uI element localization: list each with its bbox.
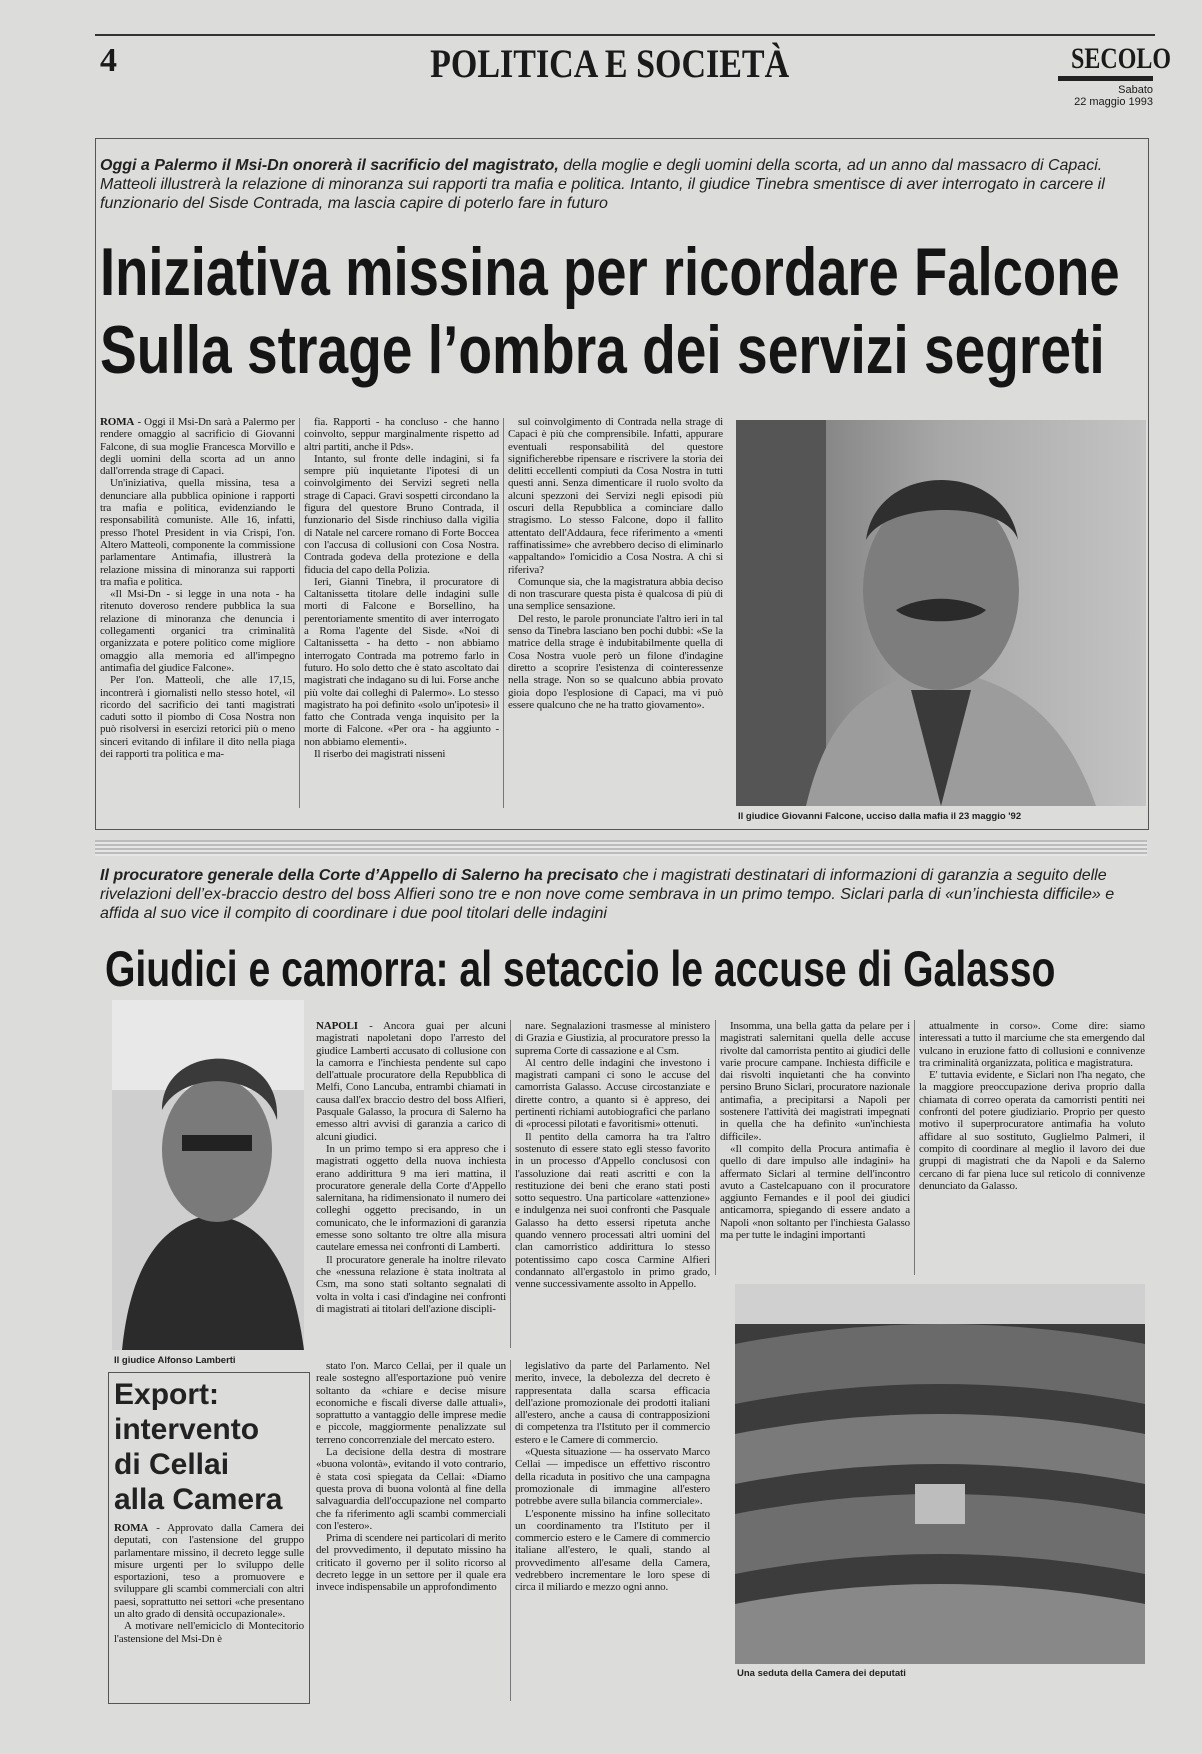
paragraph [508,613,723,711]
photo-lamberti [112,1000,304,1350]
paragraph [919,1020,1145,1069]
article-export-col-1 [114,1522,304,1700]
paragraph-text: In un primo tempo si era appreso che i magistrati oggetto della nuova inchiesta erano addirittura 9 ma ieri mattina, il procuratore generale della Corte d'Appello salernitana, ha ridimensionato il numero dei colleghi oggetto precisando, in un comunicato, che le informazioni di garanzia emesse sono soltanto tre oltre alla misura cautelare emessa nei confronti di Lamberti. [316,1142,506,1254]
paragraph [304,453,499,576]
paragraph [316,1020,506,1143]
paragraph [114,1522,304,1620]
section-title: POLITICA E SOCIETÀ [430,41,790,86]
deck-text: della moglie e degli uomini della scorta, ad un anno dal massacro di Capaci. Matteoli illustrerà la relazione di minoranza sui rapporti tra mafia e politica. Intanto, il giudice Tinebra smentisce di aver interrogato in carcere il funzionario del Sisde Contrada, ma lascia capire di poterlo fare in futuro [100,157,1105,212]
article-falcone-col-3 [508,416,723,808]
paragraph-text: sul coinvolgimento di Contrada nella strage di Capaci è più che comprensibile. Infatti, appurare eventuali responsabilità del questore significherebbe ripensare e riscrivere la storia dei delitti eccellenti compiuti da Cosa Nostra in tutti questi anni. Senza dimenticare il ruolo svolto da alcuni spezzoni dei Servizi negli episodi più oscuri della Repubblica a cominciare dallo stragismo. Lo stesso Falcone, dopo il fallito attentato dell'Addaura, fece riferimento a «menti raffinatissime» che avrebbero deciso di eliminarlo «appaltando» l'omicidio a Cosa Nostra. A chi si riferiva? [508,416,723,576]
paragraph-text: La decisione della destra di mostrare «buona volontà», evitando il voto contrario, è stata così spiegata da Cellai: «Diamo questa prova di buona volontà al fine della salvaguardia dell'occupazione nel comparto che fa riferimento agli scambi commerciali con l'estero». [316,1446,506,1532]
paragraph-text: Al centro delle indagini che investono i magistrati campani ci sono le accuse del camorrista Galasso. Accuse circostanziate e dirette contro, a quanto si è appreso, dei pertinenti richiami autobiografici che parlano di «processi pilotati e favoritismi» ottenuti. [515,1056,710,1131]
headline-line: di Cellai [114,1448,230,1481]
paragraph-text: Prima di scendere nei particolari di merito del provvedimento, il deputato missino ha criticato il governo per il solito ricorso al decreto legge in un settore per il quale era invece indispensabile un approfondimento [316,1532,506,1594]
paragraph-text: legislativo da parte del Parlamento. Nel merito, invece, la debolezza del decreto è rappresentata dalla scarsa efficacia dell'azione promozionale dei prodotti italiani all'estero, anche a causa di contrapposizioni di competenza tra l'Istituto per il commercio estero e le Camere di commercio. [515,1360,710,1446]
paragraph [316,1143,506,1254]
paragraph-text: L'esponente missino ha infine sollecitato un coordinamento tra l'Istituto per il commercio estero e le Camere di commercio italiane all'estero, le quali, stando al provvedimento all'esame della Camera, vedrebbero incrementare le loro spese di circa il miliardo e mezzo ogni anno. [515,1507,710,1594]
paragraph-text: - Ancora guai per alcuni magistrati napoletani dopo l'arresto del giudice Lamberti accusato di collusione con la camorra e l'inchiesta pendente sul capo dell'attuale procuratore della Repubblica di Melfi, Cono Lancuba, entrambi chiamati in causa dall'ex braccio destro del boss Alfieri, Pasquale Galasso, la procura di Salerno ha emesso altri avvisi di garanzia a carico di alcuni giudici. [316,1020,506,1143]
photo-falcone-caption: Il giudice Giovanni Falcone, ucciso dalla mafia il 23 maggio '92 [738,811,1022,822]
page-number: 4 [100,42,117,79]
paragraph-text: Il pentito della camorra ha tra l'altro sostenuto di essere stato egli stesso favorito in un processo d'Appello conclusosi con l'assoluzione dai reati ascritti e con la restituzione dei beni che erano stati posti sotto sequestro. Una particolare «attenzione» e indulgenza nei suoi confronti che Pasquale Galasso ha detto essersi ripetuta anche quando vennero processati altri uomini del clan camorristico addirittura lo stesso potentissimo capo cosca Carmine Alfieri condannato all'ergastolo in primo grado, venne successivamente assolto in Appello. [515,1130,710,1291]
paragraph-text: attualmente in corso». Come dire: siamo interessati a tutto il marciume che sta emergendo dal vulcano in eruzione fatto di collusioni e connivenze tra criminalità organizzata, politica e magistratura. [919,1020,1145,1069]
paragraph-text: - Approvato dalla Camera dei deputati, con l'astensione del gruppo parlamentare missino, il decreto legge sulle misure urgenti per lo sviluppo delle esportazioni, teso a promuovere e sviluppare gli scambi commerciali con altri paesi, soprattutto nei settori «che presentano un alto grado di densità occupazionale». [114,1522,304,1621]
paragraph [304,576,499,748]
paragraph [515,1057,710,1131]
deck-lead: Oggi a Palermo il Msi-Dn onorerà il sacrificio del magistrato, [100,157,559,174]
paragraph-text: nare. Segnalazioni trasmesse al ministero di Grazia e Giustizia, al procuratore presso la suprema Corte di cassazione e al Csm. [515,1020,710,1057]
article-galasso-col-3 [720,1020,910,1276]
masthead-logo: SECOLO [1071,42,1172,75]
paragraph-text: Il riserbo dei magistrati nisseni [314,748,446,761]
paragraph-text: Un'iniziativa, quella missina, tesa a denunciare alla pubblica opinione i rapporti tra mafia e politica, evidenziando le responsabilità comuniste. Alle 16, infatti, presso l'hotel President in via Crispi, l'on. Altero Matteoli, componente la commissione parlamentare Antimafia, illustrerà la relazione missina di minoranza sui rapporti tra mafia e politica. [100,477,295,588]
masthead-bar [1058,76,1153,81]
paragraph-text: Insomma, una bella gatta da pelare per i magistrati salernitani quella delle accuse rivolte dal camorrista pentito ai giudici delle varie procure campane. Inchiesta difficile e dai risvolti inquietanti che ha convinto persino Bruno Siclari, procuratore nazionale antimafia, a precipitarsi a Napoli per sostenere l'attività dei magistrati impegnati in quella che ha definito «un'inchiesta difficile». [720,1020,910,1143]
paragraph [515,1131,710,1291]
article-falcone-col-2 [304,416,499,808]
issue-date-text: 22 maggio 1993 [1074,96,1153,108]
paragraph-text: - Oggi il Msi-Dn sarà a Palermo per rendere omaggio al sacrificio di Giovanni Falcone, di sua moglie Francesca Morvillo e degli uomini della scorta ad un anno dall'orrenda strage di Capaci. [100,416,295,478]
paragraph-text: stato l'on. Marco Cellai, per il quale un reale sostegno all'esportazione può venire soltanto da «chiare e decise misure economiche e fiscali diverse dalle attuali», soprattutto a vantaggio delle imprese medie e piccole, maggiormente penalizzate sul terreno concorrenziale del mercato estero. [316,1360,506,1446]
dateline: NAPOLI [316,1020,358,1032]
photo-falcone [736,420,1146,806]
article-galasso-deck [100,866,1140,923]
dateline: ROMA [114,1522,149,1534]
paragraph [316,1446,506,1532]
photo-camera-caption: Una seduta della Camera dei deputati [737,1668,906,1679]
paragraph [508,416,723,576]
article-falcone-col-1 [100,416,295,808]
paragraph-text: «Questa situazione — ha osservato Marco Cellai — impedisce un effettivo riscontro della ricaduta in positivo che una campagna promozionale di immagine all'estero potrebbe avere sulla bilancia commerciale». [515,1446,710,1508]
headline-export [114,1377,304,1517]
photo-camera-deputati [735,1284,1145,1664]
top-rule [95,34,1155,36]
paragraph-text: Per l'on. Matteoli, che alle 17,15, incontrerà i giornalisti nello stesso hotel, «il ricordo del sacrificio dei tanti magistrati caduti sotto il piombo di Cosa Nostra non può risolversi in esercizi retorici più o meno sinceri evitando di infilare il dito nella piaga dei rapporti tra politica e ma- [100,674,295,761]
headline-line: alla Camera [114,1483,283,1516]
article-export-col-3 [515,1360,710,1701]
article-export-col-2 [316,1360,506,1701]
paragraph [515,1446,710,1507]
paragraph-text: A motivare nell'emiciclo di Montecitorio l'astensione del Msi-Dn è [114,1620,304,1645]
paragraph-text: Ieri, Gianni Tinebra, il procuratore di Caltanissetta titolare delle indagini sulle morti di Falcone e Borsellino, ha perentoriamente smentito di aver interrogato a Roma l'agente del Sisde. «Noi di Caltanissetta - ha detto - non abbiamo interrogato Contrada ma potremo farlo in futuro. Ho solo detto che è stato ascoltato dai magistrati che indagano su di lui. Forse anche più volte dai colleghi di Palermo». Lo stesso magistrato ha poi definito «solo un'ipotesi» il fatto che Contrada venga inquisito per la morte di Falcone. «Per ora - ha aggiunto - non abbiamo elementi». [304,575,499,748]
headline-line: intervento [114,1413,260,1446]
deck-lead: Il procuratore generale della Corte d’Appello di Salerno ha precisato [100,867,619,884]
headline-falcone: Iniziativa missina per ricordare Falcone [100,234,1120,310]
paragraph-text: Il procuratore generale ha inoltre rilevato che «nessuna relazione è stata inoltrata al Csm, ma sono stati soltanto segnalati di volta in volta i casi d'indagine nei confronti di magistrati ai titolari dell'azione discipli- [316,1253,506,1315]
paragraph [100,588,295,674]
issue-date [1020,84,1153,108]
paragraph [316,1360,506,1446]
paragraph-text: fia. Rapporti - ha concluso - che hanno coinvolto, seppur marginalmente rispetto ad altri partiti, anche il Pds». [304,416,499,453]
separator-band [95,840,1147,856]
photo-lamberti-caption: Il giudice Alfonso Lamberti [114,1355,236,1366]
deck-text: che i magistrati destinatari di informazioni di garanzia a seguito delle rivelazioni dell’ex-braccio destro del boss Alfieri sono tre e non nove come sembrava in un primo tempo. Siclari parla di «un’inchiesta difficile» e affida al suo vice il compito di coordinare i due pool titolari delle indagini [100,867,1115,922]
paragraph-text: Intanto, sul fronte delle indagini, si fa sempre più inquietante l'ipotesi di un coinvolgimento dei Servizi segreti nella strage di Capaci. Gravi sospetti circondano la figura del questore Bruno Contrada, il funzionario del Sisde rinchiuso dalla vigilia di Natale nel carcere romano di Forte Boccea con l'accusa di collusioni con Cosa Nostra. Contrada godeva della protezione e della fiducia del capo della Polizia. [304,452,499,576]
paragraph [515,1360,710,1446]
paragraph [508,576,723,613]
paragraph [114,1620,304,1645]
headline-galasso: Giudici e camorra: al setaccio le accuse di Galasso [105,941,1056,997]
paragraph-text: Comunque sia, che la magistratura abbia deciso di non trascurare questa pista è qualcosa di più di una semplice sensazione. [508,575,723,613]
article-galasso-col-1 [316,1020,506,1348]
paragraph [720,1020,910,1143]
paragraph [100,416,295,477]
paragraph [515,1508,710,1594]
paragraph [304,748,499,760]
article-galasso-col-2 [515,1020,710,1348]
paragraph-text: «Il Msi-Dn - si legge in una nota - ha ritenuto doveroso rendere pubblica la sua relazione di minoranza che denuncia i collegamenti organici tra criminalità organizzata e potere politico come migliore omaggio alla memoria ed all'impegno antimafia del giudice Falcone». [100,588,295,674]
paragraph [316,1532,506,1593]
paragraph [515,1020,710,1057]
paragraph [720,1143,910,1241]
paragraph [100,477,295,588]
paragraph-text: «Il compito della Procura antimafia è quello di dare impulso alle indagini» ha affermato Siclari al termine dell'incontro avuto a Castelcapuano con il procuratore aggiunto Fernandes e il pool dei giudici anticamorra, spiegando di essere andato a Napoli «non soltanto per l'inchiesta Galasso ma per tutte le indagini importanti [720,1142,910,1242]
article-galasso-col-4 [919,1020,1145,1276]
paragraph [304,416,499,453]
paragraph [316,1254,506,1315]
paragraph [100,674,295,760]
paragraph [919,1069,1145,1192]
paragraph-text: E' tuttavia evidente, e Siclari non l'ha negato, che la maggiore preoccupazione deriva proprio dalla chiamata di correo operata da camorristi pentiti nei confronti del potere giudiziario. Proprio per questo motivo il superprocuratore antimafia ha voluto affidare al suo sostituto, Guglielmo Palmeri, il compito di coordinare al meglio il lavoro dei due gruppi di magistrati che da Napoli e da Salerno cercano di far piena luce sul reticolo di connivenze denunciato da Galasso. [919,1069,1145,1192]
issue-day: Sabato [1118,84,1153,96]
paragraph-text: Del resto, le parole pronunciate l'altro ieri in tal senso da Tinebra lasciano ben pochi dubbi: «Se la matrice della strage è indubitabilmente quella di Cosa Nostra vuole però un filone d'indagine diretto a scoprire l'esistenza di cointeressenze nella strage. Non so se qualcuno abbia provato gioia dopo l'esplosione di Capaci, ma vi può essere qualcuno che ne ha tratto giovamento». [508,612,723,711]
dateline: ROMA [100,416,135,428]
headline-line: Export: [114,1378,219,1411]
headline-servizi-segreti: Sulla strage l’ombra dei servizi segreti [100,312,1105,388]
article-falcone-deck [100,156,1130,213]
